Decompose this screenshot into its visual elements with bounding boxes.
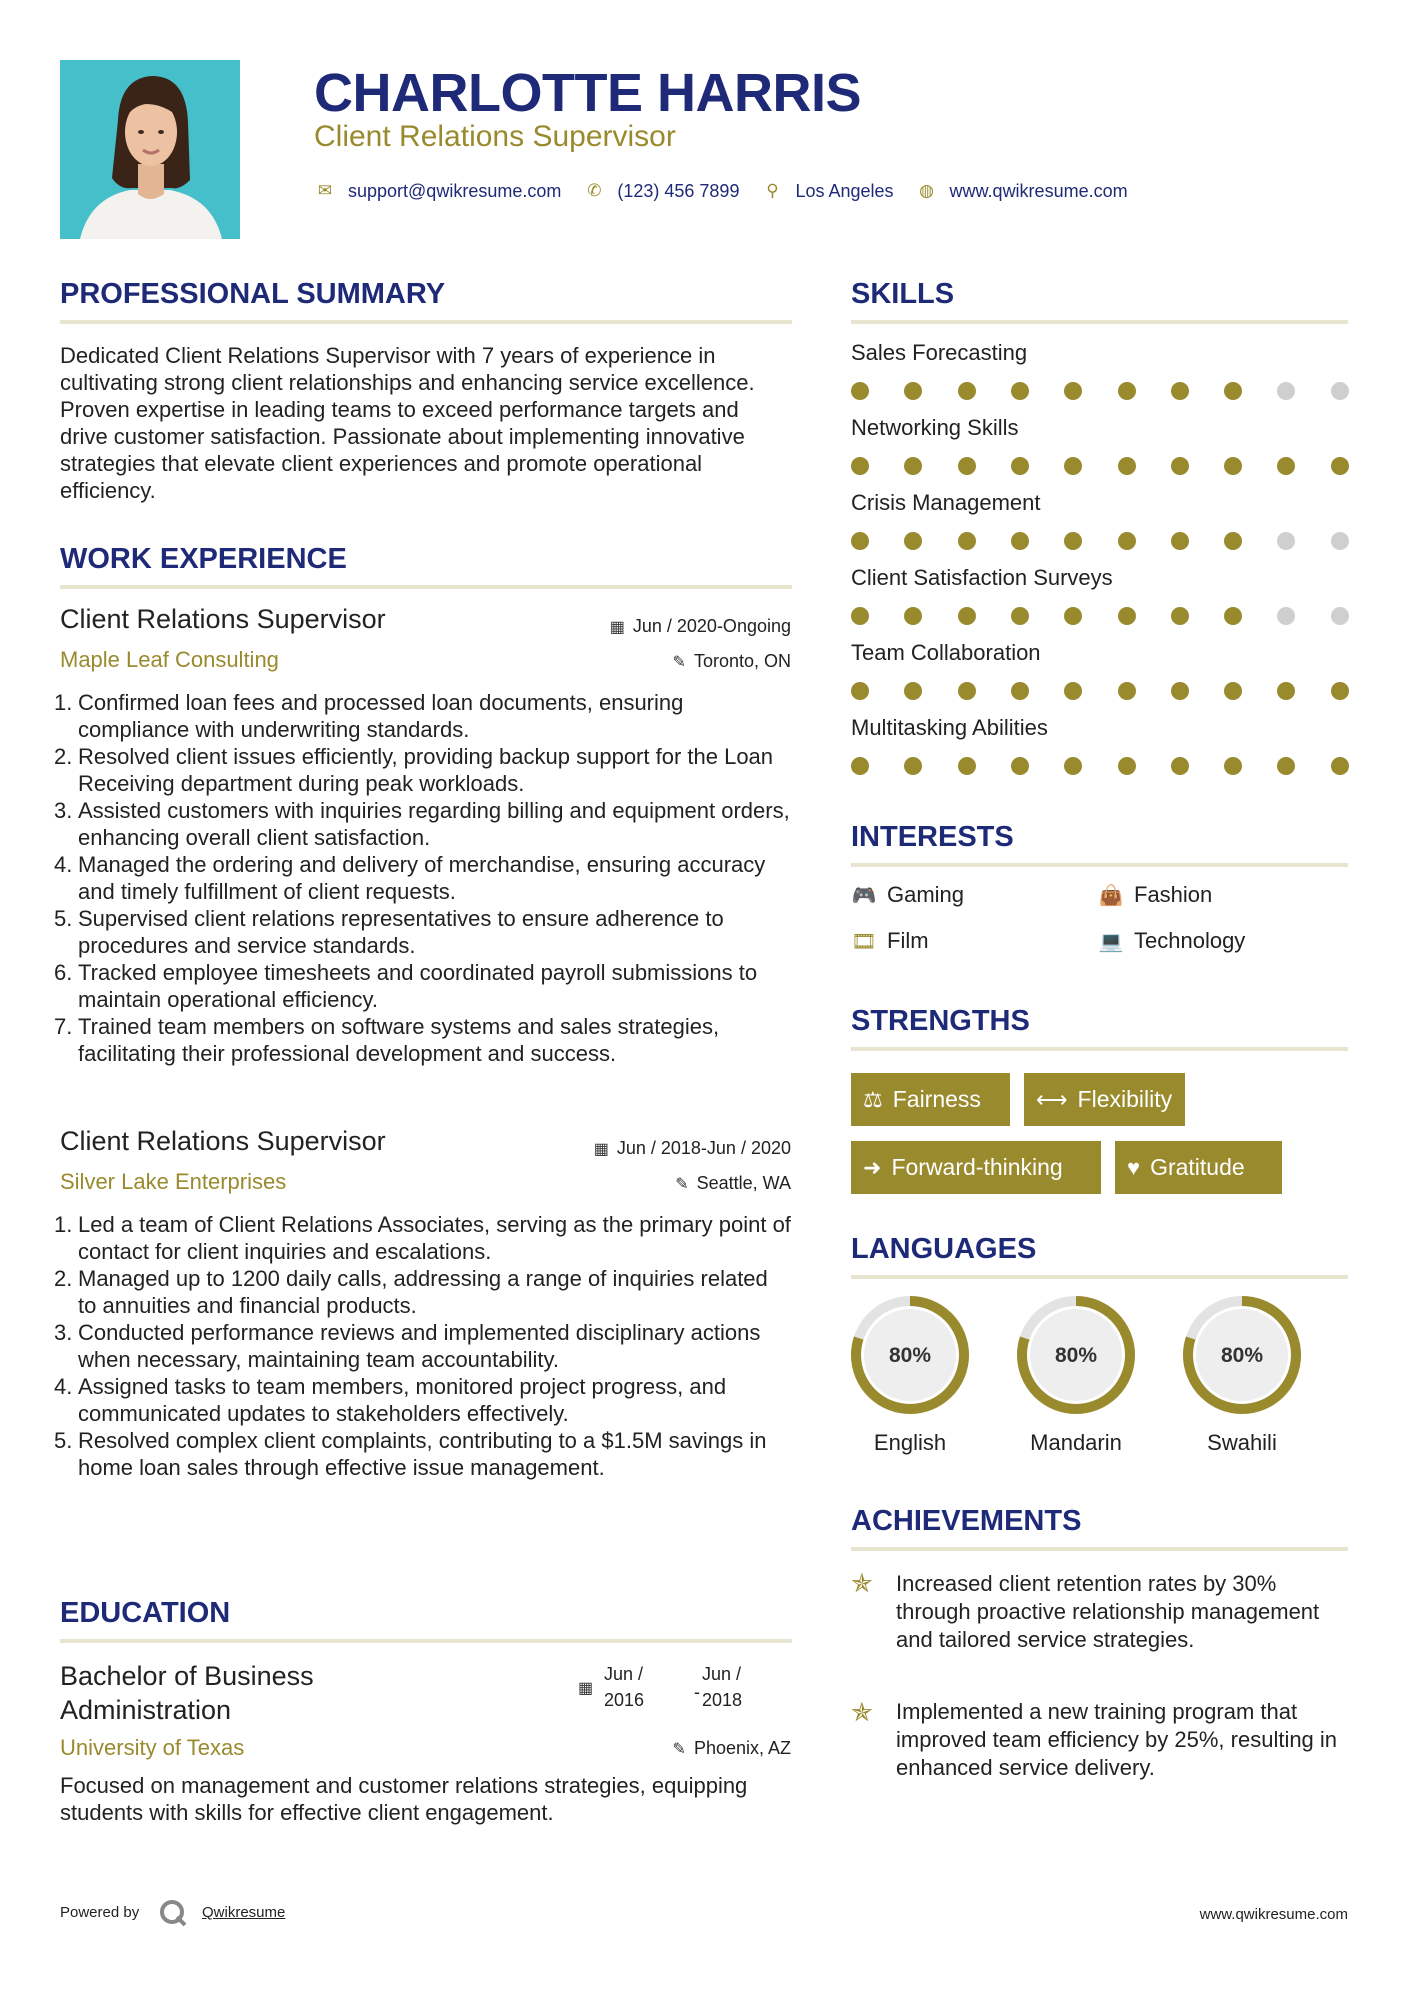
achievement-2: Implemented a new training program that improved team efficiency by 25%, resulting in enhanced service delivery. <box>896 1699 1338 1780</box>
language-ring <box>1181 1294 1303 1421</box>
duty-text: Managed up to 1200 daily calls, addressing a range of inquiries related to annuities and financial products. <box>78 1266 768 1318</box>
duty-text: Resolved complex client complaints, contributing to a $1.5M savings in home loan sales through effective issue management. <box>78 1428 767 1480</box>
summary-heading: PROFESSIONAL SUMMARY <box>60 278 446 310</box>
job-1-date-text: Jun / 2020-Ongoing <box>632 616 791 636</box>
skill-rating <box>851 607 1348 627</box>
education-divider <box>60 1639 792 1643</box>
skill-name: Sales Forecasting <box>851 340 1028 365</box>
strength-label: Flexibility <box>1077 1086 1173 1112</box>
education-description: Focused on management and customer relations strategies, equipping students with skills for effective client engagement. <box>60 1773 748 1825</box>
rating-dot-empty <box>1277 532 1295 550</box>
contact-bar <box>314 178 1150 204</box>
strength-badge-flexibility <box>1024 1073 1185 1126</box>
strengths-heading: STRENGTHS <box>851 1005 1030 1037</box>
duty-text: Managed the ordering and delivery of merchandise, ensuring accuracy and timely fulfillment of client requests. <box>78 852 766 904</box>
rating-dot-filled <box>1011 682 1029 700</box>
interest-film <box>851 928 929 954</box>
job-1-title: Client Relations Supervisor <box>60 604 386 634</box>
rating-dot-filled <box>1064 682 1082 700</box>
education-school: University of Texas <box>60 1735 245 1760</box>
duty-text: Resolved client issues efficiently, providing backup support for the Loan Receiving department during peak workloads. <box>78 744 774 796</box>
rating-dot-filled <box>1224 607 1242 625</box>
job-2-date-text: Jun / 2018-Jun / 2020 <box>616 1138 791 1158</box>
contact-location: Los Angeles <box>795 180 894 201</box>
rating-dot-filled <box>1011 457 1029 475</box>
list-item: 5. Supervised client relations representatives to ensure adherence to procedures and service standards. <box>54 906 724 958</box>
job-2-location-text: Seattle, WA <box>696 1173 791 1193</box>
avatar-illustration <box>60 60 240 239</box>
language-ring <box>849 1294 971 1421</box>
language-percent: 80% <box>888 1344 932 1367</box>
language-name: Swahili <box>1207 1430 1277 1455</box>
duty-text: Trained team members on software systems and sales strategies, facilitating their professional development and success. <box>78 1014 720 1066</box>
rating-dot-filled <box>1171 757 1189 775</box>
list-item: 3. Conducted performance reviews and implemented disciplinary actions when necessary, maintaining team accountability. <box>54 1320 761 1372</box>
job-2-location <box>675 1173 791 1194</box>
envelope-icon: ✉ <box>317 181 333 200</box>
degree-line-1: Bachelor of Business <box>60 1661 314 1691</box>
map-pin-icon: ⚲ <box>766 181 779 200</box>
interest-technology <box>1098 928 1245 954</box>
interest-label: Gaming <box>887 882 965 907</box>
rating-dot-filled <box>1171 682 1189 700</box>
rating-dot-filled <box>851 757 869 775</box>
job-1-location <box>673 651 791 672</box>
pushpin-icon: ✎ <box>672 1741 686 1758</box>
languages-divider <box>851 1275 1348 1279</box>
interest-label: Fashion <box>1134 882 1213 907</box>
summary-text: Dedicated Client Relations Supervisor with 7 years of experience in cultivating strong client relationships and enhancing service excellence. Proven expertise in leading teams to exceed performance targets and drive customer satisfaction. Passionate about implementing innovative strategies that elevate client experiences and promote operational efficiency. <box>60 343 755 503</box>
strength-badge-gratitude <box>1115 1141 1282 1194</box>
rating-dot-filled <box>1118 607 1136 625</box>
rating-dot-filled <box>1171 382 1189 400</box>
strength-label: Fairness <box>892 1086 981 1112</box>
rating-dot-filled <box>1277 457 1295 475</box>
rating-dot-empty <box>1331 382 1349 400</box>
phone-icon: ✆ <box>587 181 602 200</box>
list-item: 2. Managed up to 1200 daily calls, addressing a range of inquiries related to annuities and financial products. <box>54 1266 768 1318</box>
rating-dot-filled <box>1118 457 1136 475</box>
rating-dot-filled <box>1224 532 1242 550</box>
list-item: 7. Trained team members on software systems and sales strategies, facilitating their professional development and success. <box>54 1014 720 1066</box>
rating-dot-filled <box>1064 607 1082 625</box>
list-item: 1. Confirmed loan fees and processed loan documents, ensuring compliance with underwriting standards. <box>54 690 684 742</box>
achievements-heading: ACHIEVEMENTS <box>851 1505 1082 1537</box>
arrows-horizontal-icon: ⟷ <box>1036 1086 1068 1112</box>
education-location-text: Phoenix, AZ <box>693 1738 791 1758</box>
skills-divider <box>851 320 1348 324</box>
education-location <box>673 1738 791 1759</box>
duty-text: Supervised client relations representatives to ensure adherence to procedures and service standards. <box>78 906 724 958</box>
rating-dot-filled <box>1118 532 1136 550</box>
job-2-duties <box>54 1211 792 1481</box>
rating-dot-filled <box>958 682 976 700</box>
interest-fashion <box>1098 882 1212 908</box>
rating-dot-filled <box>1064 382 1082 400</box>
interest-label: Film <box>887 928 929 953</box>
film-icon: 🎞 <box>851 930 877 953</box>
rating-dot-empty <box>1331 532 1349 550</box>
duty-text: Assigned tasks to team members, monitored project progress, and communicated updates to stakeholders effectively. <box>78 1374 727 1426</box>
rating-dot-filled <box>851 607 869 625</box>
rating-dot-filled <box>1011 382 1029 400</box>
rating-dot-filled <box>958 532 976 550</box>
degree-title <box>60 1659 314 1727</box>
language-percent: 80% <box>1220 1344 1264 1367</box>
star-icon: ✯ <box>851 1697 873 1727</box>
rating-dot-filled <box>958 382 976 400</box>
education-end <box>702 1661 742 1713</box>
education-heading: EDUCATION <box>60 1597 231 1629</box>
rating-dot-filled <box>958 457 976 475</box>
profile-photo <box>60 60 240 239</box>
job-1-date <box>610 616 791 637</box>
strength-label: Gratitude <box>1150 1154 1245 1180</box>
calendar-icon: ▦ <box>593 1141 609 1158</box>
language-name: English <box>873 1430 947 1455</box>
skill-name: Networking Skills <box>851 415 1019 440</box>
rating-dot-filled <box>851 682 869 700</box>
rating-dot-filled <box>904 607 922 625</box>
star-icon: ✯ <box>851 1568 873 1598</box>
languages-heading: LANGUAGES <box>851 1233 1037 1265</box>
list-item: 2. Resolved client issues efficiently, providing backup support for the Loan Receiving department during peak workloads. <box>54 744 774 796</box>
job-2-company: Silver Lake Enterprises <box>60 1169 287 1194</box>
job-2-title: Client Relations Supervisor <box>60 1126 386 1156</box>
contact-email[interactable]: support@qwikresume.com <box>348 180 562 201</box>
rating-dot-filled <box>1011 607 1029 625</box>
education-start-month: Jun / <box>604 1664 644 1684</box>
rating-dot-filled <box>904 682 922 700</box>
duty-text: Conducted performance reviews and implemented disciplinary actions when necessary, maintaining team accountability. <box>78 1320 761 1372</box>
education-end-month: Jun / <box>702 1664 742 1684</box>
list-item: 4. Assigned tasks to team members, monitored project progress, and communicated updates to stakeholders effectively. <box>54 1374 727 1426</box>
skill-name: Crisis Management <box>851 490 1041 515</box>
arrow-right-icon: ➜ <box>863 1154 882 1180</box>
rating-dot-filled <box>1171 607 1189 625</box>
language-ring <box>1015 1294 1137 1421</box>
duty-text: Confirmed loan fees and processed loan documents, ensuring compliance with underwriting standards. <box>78 690 684 742</box>
strength-label: Forward-thinking <box>891 1154 1063 1180</box>
skill-rating <box>851 682 1348 702</box>
experience-divider <box>60 585 792 589</box>
skill-name: Team Collaboration <box>851 640 1041 665</box>
pushpin-icon: ✎ <box>675 1176 689 1193</box>
education-end-year: 2018 <box>702 1690 743 1710</box>
duty-text: Tracked employee timesheets and coordinated payroll submissions to maintain operational efficiency. <box>78 960 758 1012</box>
balance-scale-icon: ⚖ <box>863 1086 883 1112</box>
shopping-bag-icon: 👜 <box>1098 884 1124 907</box>
rating-dot-filled <box>1064 457 1082 475</box>
rating-dot-filled <box>1224 382 1242 400</box>
list-item: 5. Resolved complex client complaints, contributing to a $1.5M savings in home loan sales through effective issue management. <box>54 1428 767 1480</box>
skill-rating <box>851 757 1348 777</box>
rating-dot-filled <box>958 757 976 775</box>
rating-dot-filled <box>958 607 976 625</box>
rating-dot-filled <box>1224 757 1242 775</box>
rating-dot-filled <box>1331 457 1349 475</box>
language-name: Mandarin <box>1030 1430 1122 1455</box>
rating-dot-filled <box>1011 757 1029 775</box>
achievement-1: Increased client retention rates by 30% through proactive relationship management and tailored service strategies. <box>896 1571 1320 1652</box>
rating-dot-filled <box>1064 532 1082 550</box>
education-start-year: 2016 <box>604 1690 645 1710</box>
degree-line-2: Administration <box>60 1695 232 1725</box>
rating-dot-filled <box>1171 532 1189 550</box>
interests-heading: INTERESTS <box>851 821 1014 853</box>
contact-phone[interactable]: (123) 456 7899 <box>617 180 740 201</box>
strength-badge-fairness <box>851 1073 1010 1126</box>
language-percent: 80% <box>1054 1344 1098 1367</box>
summary-divider <box>60 320 792 324</box>
list-item: 4. Managed the ordering and delivery of merchandise, ensuring accuracy and timely fulfillment of client requests. <box>54 852 766 904</box>
rating-dot-filled <box>851 382 869 400</box>
rating-dot-filled <box>1224 682 1242 700</box>
duty-text: Led a team of Client Relations Associates, serving as the primary point of contact for client inquiries and escalations. <box>78 1212 791 1264</box>
skill-name: Multitasking Abilities <box>851 715 1048 740</box>
qwikresume-logo-icon <box>158 1898 188 1933</box>
pushpin-icon: ✎ <box>672 654 686 671</box>
job-2-date <box>594 1138 791 1159</box>
job-1-duties <box>54 689 792 1067</box>
skill-rating <box>851 532 1348 552</box>
interest-gaming <box>851 882 964 908</box>
rating-dot-filled <box>1118 682 1136 700</box>
skill-rating <box>851 457 1348 477</box>
calendar-icon: ▦ <box>578 1680 594 1697</box>
experience-heading: WORK EXPERIENCE <box>60 543 347 575</box>
rating-dot-empty <box>1331 607 1349 625</box>
rating-dot-empty <box>1277 607 1295 625</box>
education-start <box>604 1661 644 1713</box>
rating-dot-filled <box>1277 757 1295 775</box>
rating-dot-filled <box>1224 457 1242 475</box>
list-item: 6. Tracked employee timesheets and coordinated payroll submissions to maintain operational efficiency. <box>54 960 758 1012</box>
rating-dot-filled <box>851 457 869 475</box>
qwikresume-link[interactable]: Qwikresume <box>202 1904 286 1921</box>
rating-dot-filled <box>1064 757 1082 775</box>
education-date-dash: - <box>694 1682 700 1702</box>
laptop-icon: 💻 <box>1098 930 1124 953</box>
skill-rating <box>851 382 1348 402</box>
rating-dot-filled <box>904 382 922 400</box>
rating-dot-filled <box>1171 457 1189 475</box>
gamepad-icon: 🎮 <box>851 884 877 907</box>
job-1-company: Maple Leaf Consulting <box>60 647 279 672</box>
skill-name: Client Satisfaction Surveys <box>851 565 1113 590</box>
footer-website[interactable]: www.qwikresume.com <box>1199 1906 1348 1923</box>
candidate-title: Client Relations Supervisor <box>314 120 676 153</box>
rating-dot-filled <box>1277 682 1295 700</box>
duty-text: Assisted customers with inquiries regarding billing and equipment orders, enhancing overall client satisfaction. <box>78 798 790 850</box>
globe-icon: ◍ <box>919 181 934 200</box>
interest-label: Technology <box>1134 928 1246 953</box>
rating-dot-filled <box>851 532 869 550</box>
rating-dot-empty <box>1277 382 1295 400</box>
strength-badge-forward-thinking <box>851 1141 1101 1194</box>
rating-dot-filled <box>1331 682 1349 700</box>
rating-dot-filled <box>904 757 922 775</box>
rating-dot-filled <box>1118 382 1136 400</box>
calendar-icon: ▦ <box>609 619 625 636</box>
strengths-divider <box>851 1047 1348 1051</box>
heart-icon: ♥ <box>1127 1154 1141 1180</box>
rating-dot-filled <box>1331 757 1349 775</box>
list-item: 3. Assisted customers with inquiries regarding billing and equipment orders, enhancing overall client satisfaction. <box>54 798 790 850</box>
interests-divider <box>851 863 1348 867</box>
rating-dot-filled <box>1118 757 1136 775</box>
rating-dot-filled <box>904 457 922 475</box>
list-item: 1. Led a team of Client Relations Associates, serving as the primary point of contact for client inquiries and escalations. <box>54 1212 791 1264</box>
rating-dot-filled <box>904 532 922 550</box>
rating-dot-filled <box>1011 532 1029 550</box>
job-1-location-text: Toronto, ON <box>693 651 791 671</box>
candidate-name: CHARLOTTE HARRIS <box>314 63 861 123</box>
powered-by-label: Powered by <box>60 1904 140 1921</box>
contact-website[interactable]: www.qwikresume.com <box>949 180 1128 201</box>
skills-heading: SKILLS <box>851 278 955 310</box>
achievements-divider <box>851 1547 1348 1551</box>
